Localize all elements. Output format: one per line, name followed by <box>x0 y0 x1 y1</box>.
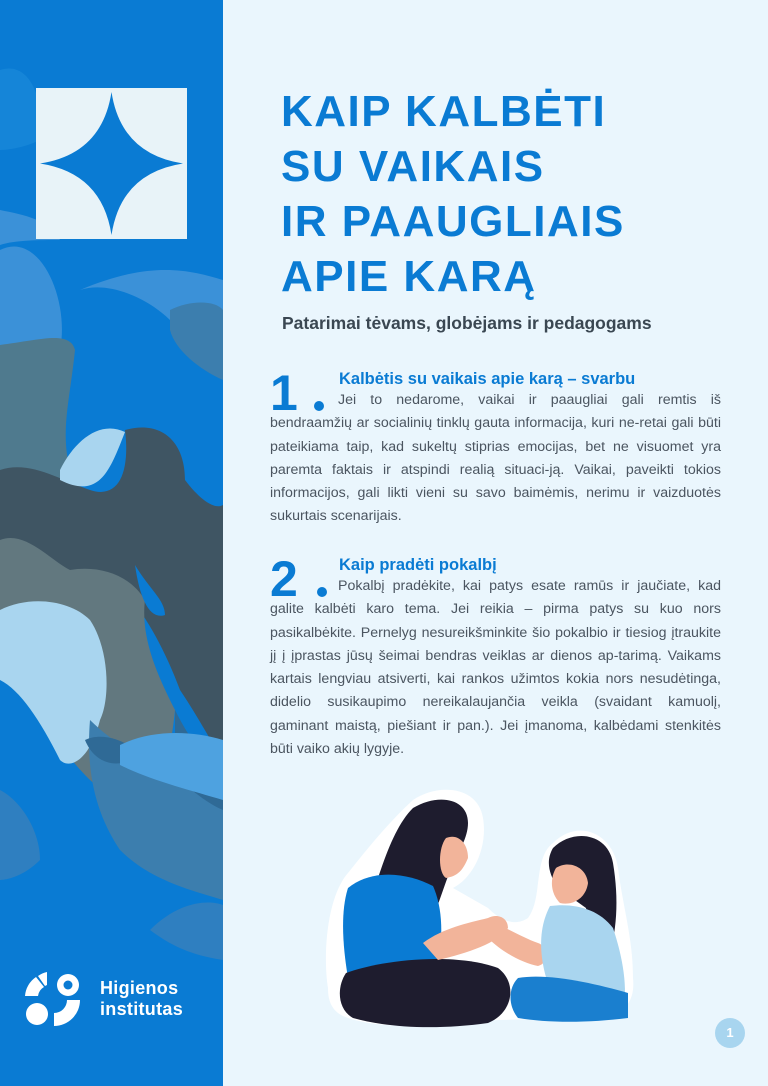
subtitle: Patarimai tėvams, globėjams ir pedagogams <box>282 313 652 333</box>
section-title: Kalbėtis su vaikais apie karą – svarbu <box>339 370 636 388</box>
sidebar-panel <box>0 0 223 1086</box>
four-point-star-logo <box>36 88 187 239</box>
title-line: IR PAAUGLIAIS <box>281 197 625 246</box>
page-title <box>281 84 625 304</box>
page-number-badge: 1 <box>715 1018 745 1048</box>
higienos-institutas-logo-icon <box>24 970 80 1026</box>
section-number: 1 <box>270 365 298 421</box>
brand-name: Higienos institutas <box>100 978 184 1019</box>
section-title: Kaip pradėti pokalbį <box>339 556 497 574</box>
mother-and-daughter-illustration <box>318 778 658 1033</box>
section-body: Pokalbį pradėkite, kai patys esate ramūs ir jaučiate, kad galite kalbėti karo tema. Jei reikia – pirma patys su kuo nors pasikalbėkite. Pernelyg nesureikšminkite šio pokalbio ir tiesiog įtraukite jį į įprastas jūsų šeimai bendras veiklas ar dienos ap-tarimą. Vaikams kartais lengviau atsiverti, kai rankos užimtos kokia nors nesudėtinga, didelio susikaupimo nereikalaujančia veikla (svaidant kamuolį, gaminant maistą, piešiant ir pan.). Jei įmanoma, kalbėdami stenkitės būti vaiko akių lygyje. <box>270 578 721 758</box>
title-line: KAIP KALBĖTI <box>281 87 607 136</box>
title-line: SU VAIKAIS <box>281 142 545 191</box>
section-body: Jei to nedarome, vaikai ir paaugliai gali remtis iš bendraamžių ar socialinių tinklų gauta informacija, kuri ne-retai gali būti pateikiama taip, kad sukeltų stiprias emocijas, bet ne visuomet yra paremta faktais ir atspindi realią situaci-ją. Vaikai, paveikti tokios informacijos, gali likti vieni su savo baimėmis, nerimu ir vaizduotės sukurtais scenarijais. <box>270 392 721 525</box>
section-number: 2 <box>270 551 298 607</box>
star-icon <box>36 88 187 239</box>
title-line: APIE KARĄ <box>281 252 537 301</box>
